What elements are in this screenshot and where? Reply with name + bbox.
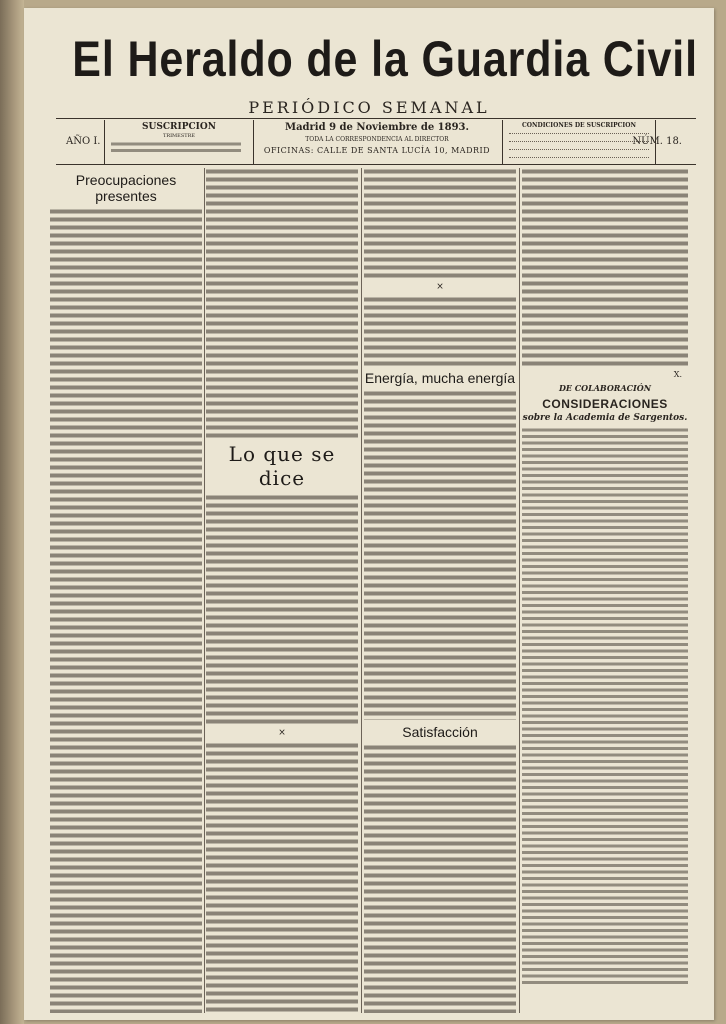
column-divider (204, 168, 205, 1013)
conditions-label: CONDICIONES DE SUSCRIPCION (522, 122, 636, 129)
article-body-continued (206, 168, 358, 438)
article-body-lo-que-se-dice (206, 494, 358, 724)
conditions-line (509, 149, 649, 153)
office-address: OFICINAS: CALLE DE SANTA LUCÍA 10, MADRID (263, 146, 491, 155)
conditions-line (509, 133, 649, 137)
article-title-energia: Energía, mucha energía (364, 370, 516, 386)
conditions-line (509, 157, 649, 161)
section-label-colaboracion: DE COLABORACIÓN (558, 383, 652, 393)
date-box (256, 120, 498, 155)
subscription-box (104, 120, 254, 164)
issue-number: NÚM. 18. (632, 136, 682, 147)
top-rule (56, 118, 696, 119)
column-3 (364, 168, 516, 1013)
separator-mark: × (278, 728, 286, 738)
issue-date: Madrid 9 de Noviembre de 1893. (285, 122, 469, 133)
article-body-satisfaccion (364, 744, 516, 1013)
subscription-label: SUSCRIPCION (142, 122, 216, 132)
article-subtitle-academia: sobre la Academia de Sargentos. (522, 413, 688, 423)
article-title-lo-que-se-dice: Lo que se dice (228, 442, 336, 490)
article-signoff: X. (673, 370, 682, 379)
separator-mark: × (436, 282, 444, 292)
article-body-preocupaciones (50, 208, 202, 1013)
page-binding (0, 0, 24, 1024)
article-body-col3-top (364, 168, 516, 278)
article-title-consideraciones: CONSIDERACIONES (542, 397, 668, 411)
article-body-col4-top (522, 168, 688, 368)
header-bottom-rule (56, 164, 696, 165)
column-2 (206, 168, 358, 1013)
article-body-lo-que-se-dice-2 (206, 742, 358, 1013)
conditions-line (509, 141, 649, 145)
subscription-period: TRIMESTRE (162, 133, 196, 139)
article-body-col3-mid (364, 296, 516, 366)
article-title-satisfaccion: Satisfacción (402, 724, 478, 740)
subscription-rates (111, 141, 241, 154)
correspondence-note: TODA LA CORRESPONDENCIA AL DIRECTOR (305, 136, 449, 143)
article-body-energia (364, 390, 516, 720)
newspaper-page (24, 8, 714, 1020)
masthead-subtitle: PERIÓDICO SEMANAL (248, 98, 490, 117)
column-divider (361, 168, 362, 1013)
column-4 (522, 168, 688, 1013)
column-divider (519, 168, 520, 1013)
info-bar (56, 120, 696, 164)
masthead-title: El Heraldo de la Guardia Civil (72, 31, 698, 87)
year-label: AÑO I. (66, 136, 101, 147)
article-title-preocupaciones: Preocupaciones presentes (75, 172, 177, 204)
article-body-consideraciones (522, 427, 688, 987)
column-1 (50, 168, 202, 1013)
